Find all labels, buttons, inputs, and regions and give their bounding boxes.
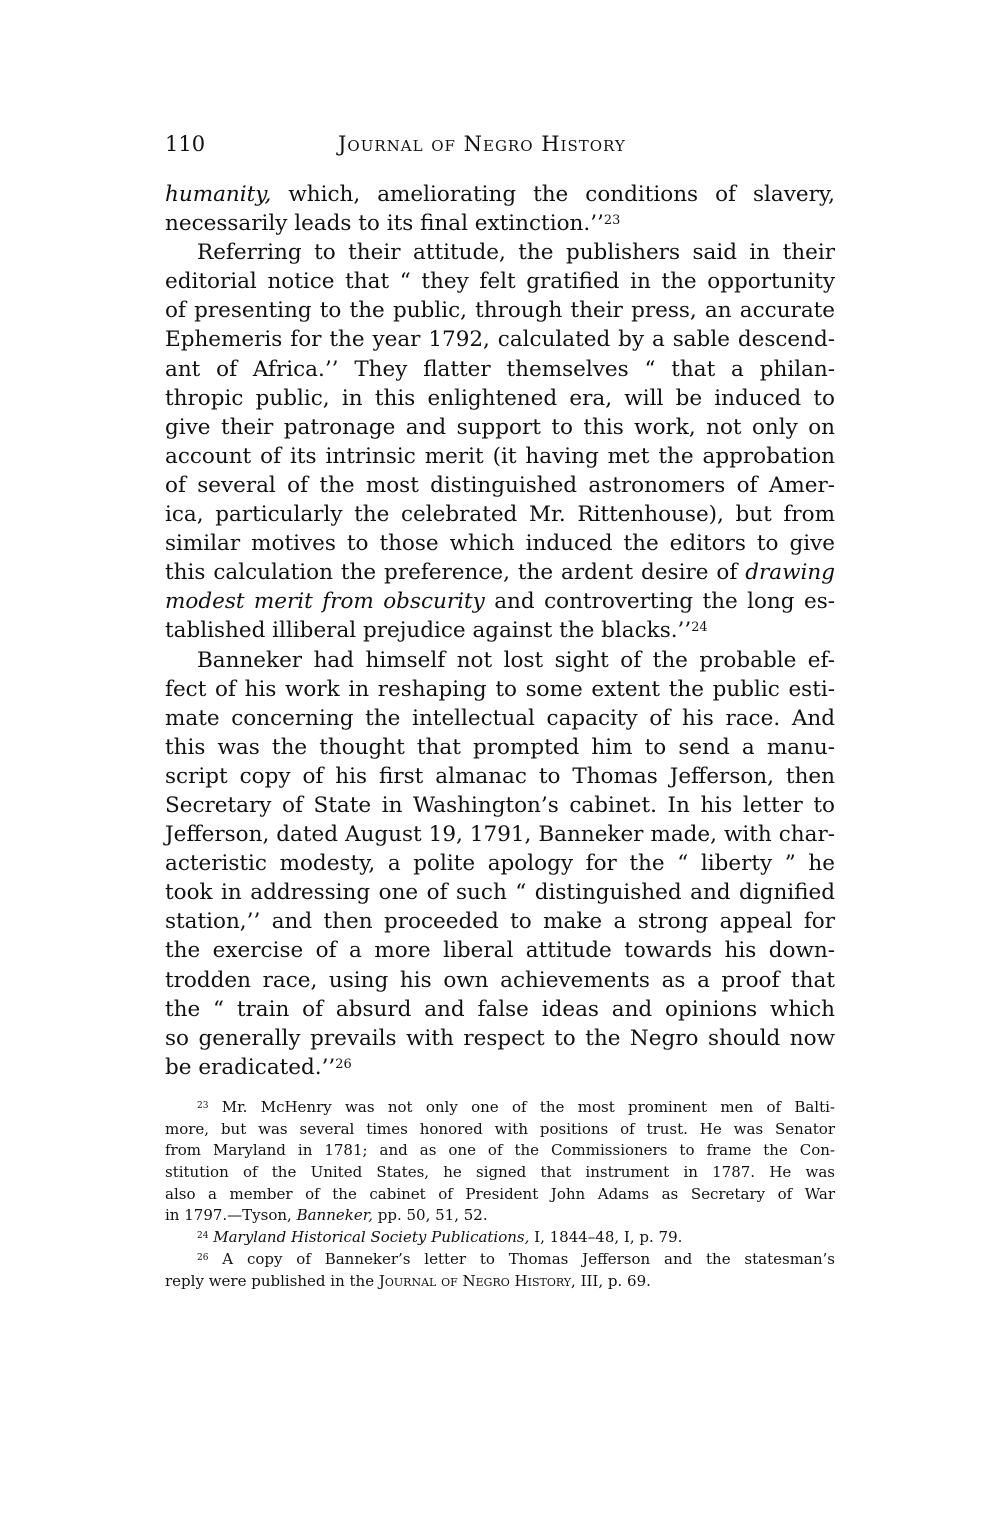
text-run: fect of his work in reshaping to some extent the public esti- — [165, 676, 835, 702]
text-run: Journal of Negro History — [378, 1271, 572, 1290]
text-run: Banneker had himself not lost sight of the probable ef- — [197, 647, 835, 673]
text-line — [165, 616, 835, 645]
text-line — [165, 587, 835, 616]
text-line — [165, 238, 835, 267]
text-line — [165, 820, 835, 849]
text-run: the “ train of absurd and false ideas and opinions which — [165, 996, 835, 1022]
text-line — [165, 471, 835, 500]
text-run: script copy of his first almanac to Thomas Jefferson, then — [165, 763, 835, 789]
text-line — [165, 413, 835, 442]
text-run: which, ameliorating the conditions of slavery, — [271, 182, 835, 207]
page-number: 110 — [165, 132, 206, 156]
text-line — [165, 180, 835, 209]
text-run: mate concerning the intellectual capacity of his race. And — [165, 705, 835, 731]
text-run: trodden race, using his own achievements as a proof that — [165, 967, 835, 993]
text-line — [165, 704, 835, 733]
text-run: Jefferson, dated August 19, 1791, Banneker made, with char- — [165, 822, 835, 848]
footnote-line — [165, 1097, 835, 1119]
text-line — [165, 558, 835, 587]
footnote-line — [165, 1249, 835, 1271]
text-line — [165, 791, 835, 820]
text-run: this was the thought that prompted him to send a manu- — [165, 734, 835, 760]
footnote-line — [165, 1119, 835, 1141]
text-run: took in addressing one of such “ distinguished and dignified — [165, 880, 835, 906]
body-text — [165, 180, 835, 1082]
text-run: the exercise of a more liberal attitude towards his down- — [165, 938, 835, 964]
running-header — [165, 132, 835, 162]
footnote-ref: 23 — [603, 213, 621, 229]
text-run: Ephemeris for the year 1792, calculated by a sable descend- — [165, 327, 835, 353]
footnote-ref: 26 — [335, 1057, 352, 1073]
footnote-line — [165, 1184, 835, 1206]
text-line — [165, 646, 835, 675]
text-run: in 1797.—Tyson, — [165, 1206, 297, 1225]
text-run: I, 1844–48, I, p. 79. — [529, 1228, 683, 1247]
text-run: necessarily leads to its final extinction.’’ — [165, 211, 604, 237]
footnote-ref: 24 — [691, 620, 708, 636]
text-run: of presenting to the public, through their press, an accurate — [165, 298, 835, 324]
italic-text: Maryland Historical Society Publications, — [213, 1228, 530, 1247]
text-line — [165, 966, 835, 995]
footnote-line — [165, 1205, 835, 1227]
text-run: station,’’ and then proceeded to make a strong appeal for — [165, 909, 835, 935]
footnotes — [165, 1097, 835, 1292]
text-line — [165, 209, 835, 238]
footnote-ref: 24 — [197, 1231, 209, 1242]
footnote-line — [165, 1271, 835, 1293]
text-run: acteristic modesty, a polite apology for the “ liberty ” he — [165, 851, 835, 877]
text-line — [165, 675, 835, 704]
text-line — [165, 296, 835, 325]
text-run: more, but was several times honored with positions of trust. He was Senator — [165, 1119, 835, 1138]
text-run: editorial notice that “ they felt gratified in the opportunity — [165, 269, 835, 295]
text-run: ant of Africa.’’ They flatter themselves “ that a philan- — [165, 356, 835, 382]
text-line — [165, 1024, 835, 1053]
text-run: give their patronage and support to this work, not only on — [165, 414, 835, 440]
text-run: be eradicated.’’ — [165, 1054, 336, 1080]
footnote-line — [165, 1227, 835, 1249]
italic-text: modest merit from obscurity — [165, 589, 485, 615]
running-title: Journal of Negro History — [338, 132, 626, 156]
text-run: so generally prevails with respect to the Negro should now — [165, 1025, 835, 1051]
text-run: , III, p. 69. — [571, 1271, 651, 1290]
footnote-ref: 23 — [197, 1100, 209, 1111]
italic-text: humanity, — [165, 182, 272, 207]
text-run: stitution of the United States, he signed that instrument in 1787. He was — [165, 1163, 835, 1182]
text-run: A copy of Banneker’s letter to Thomas Jefferson and the statesman’s — [208, 1249, 835, 1268]
footnote-line — [165, 1140, 835, 1162]
italic-text: drawing — [745, 560, 835, 586]
text-run: similar motives to those which induced the editors to give — [165, 531, 835, 557]
text-run: this calculation the preference, the ardent desire of — [165, 560, 746, 586]
text-line — [165, 878, 835, 907]
text-run: pp. 50, 51, 52. — [373, 1206, 488, 1225]
text-run: tablished illiberal prejudice against the blacks.’’ — [165, 618, 692, 644]
text-line — [165, 500, 835, 529]
text-run: account of its intrinsic merit (it having met the approbation — [165, 443, 835, 469]
text-line — [165, 849, 835, 878]
text-line — [165, 325, 835, 354]
text-line — [165, 529, 835, 558]
text-run: of several of the most distinguished astronomers of Amer- — [165, 472, 835, 498]
text-line — [165, 995, 835, 1024]
text-line — [165, 384, 835, 413]
text-line — [165, 762, 835, 791]
text-run: Secretary of State in Washington’s cabinet. In his letter to — [165, 792, 835, 818]
text-run: reply were published in the — [165, 1271, 379, 1290]
text-line — [165, 442, 835, 471]
text-run: also a member of the cabinet of President John Adams as Secretary of War — [165, 1184, 835, 1203]
text-line — [165, 907, 835, 936]
text-line — [165, 936, 835, 965]
text-line — [165, 355, 835, 384]
footnote-ref: 26 — [197, 1252, 209, 1263]
text-line — [165, 733, 835, 762]
text-run: ica, particularly the celebrated Mr. Rittenhouse), but from — [165, 502, 835, 528]
text-run: and controverting the long es- — [484, 589, 835, 615]
text-run: Mr. McHenry was not only one of the most prominent men of Balti- — [208, 1098, 835, 1116]
text-run: thropic public, in this enlightened era, will be induced to — [165, 385, 835, 411]
text-line — [165, 1053, 835, 1082]
text-run: from Maryland in 1781; and as one of the Commissioners to frame the Con- — [165, 1141, 835, 1160]
footnote-line — [165, 1162, 835, 1184]
text-line — [165, 267, 835, 296]
text-run: Referring to their attitude, the publishers said in their — [197, 240, 835, 266]
italic-text: Banneker, — [296, 1206, 373, 1225]
